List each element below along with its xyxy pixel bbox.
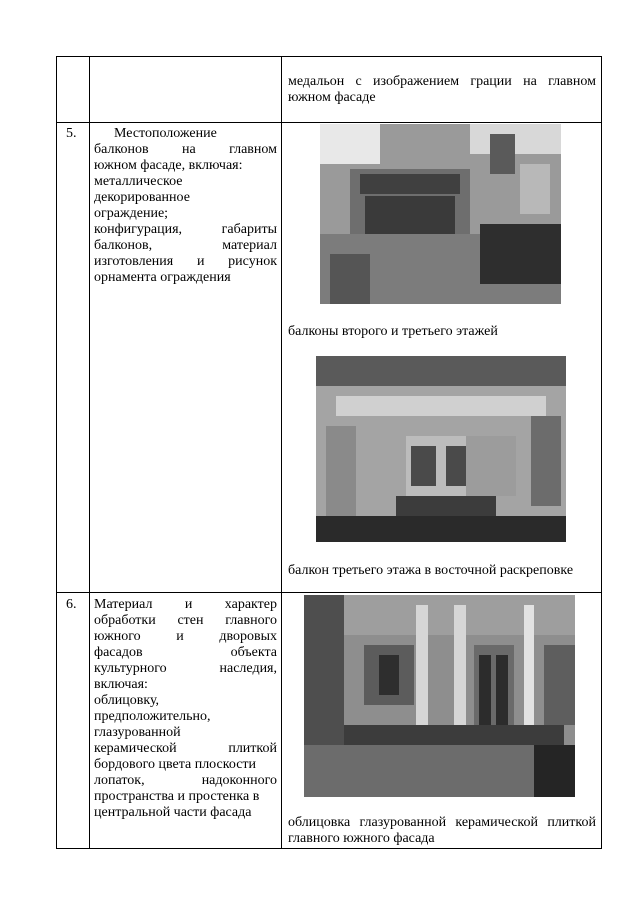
description-line: пространства и простенка в [94,789,260,804]
description-line: изготовления и рисунок [94,254,277,269]
description-line: облицовку, [94,693,160,708]
photo-balconies-2-3-floors [320,124,561,304]
description-line: лопаток, надоконного [94,773,277,788]
description-line: фасадов объекта [94,645,277,660]
description-line: южного и дворовых [94,629,277,644]
photo-ceramic-tile-cladding [304,595,575,797]
row-number-6: 6. [66,597,77,612]
row-divider-1 [56,122,602,123]
table-border-bottom [56,848,602,849]
row-caption-medallion: медальон с изображением грации на главном южном фасаде [288,74,596,105]
table-border-right [601,56,602,848]
description-line: центральной части фасада [94,805,252,820]
caption-ceramic-tile-cladding: облицовка глазурованной керамической плиткой главного южного фасада [288,815,596,846]
row-6-description [94,597,277,821]
description-line: конфигурация, габариты [94,222,277,237]
description-line: южном фасаде, включая: [94,158,243,173]
description-line: балконов на главном [94,142,277,157]
description-line: ограждение; [94,206,169,221]
description-line: керамической плиткой [94,741,277,756]
table-column-divider-2 [281,56,282,848]
description-line: включая: [94,677,148,692]
photo-balcony-3-floor-east [316,356,566,542]
description-line: предположительно, [94,709,211,724]
row-5-description [94,126,277,286]
description-line: металлическое [94,174,183,189]
description-line: культурного наследия, [94,661,277,676]
description-line: обработки стен главного [94,613,277,628]
table-border-left [56,56,57,848]
description-line: глазурованной [94,725,181,740]
description-line: балконов, материал [94,238,277,253]
caption-balcony-3-floor-east: балкон третьего этажа в восточной раскреповке [288,563,574,578]
row-divider-2 [56,592,602,593]
description-line: орнамента ограждения [94,270,231,285]
table-border-top [56,56,602,57]
description-line: бордового цвета плоскости [94,757,257,772]
description-line: декорированное [94,190,190,205]
row-number-5: 5. [66,126,77,141]
caption-balconies-2-3-floors: балконы второго и третьего этажей [288,324,498,339]
description-line: Местоположение [114,126,217,141]
table-column-divider-1 [89,56,90,848]
description-line: Материал и характер [94,597,277,612]
